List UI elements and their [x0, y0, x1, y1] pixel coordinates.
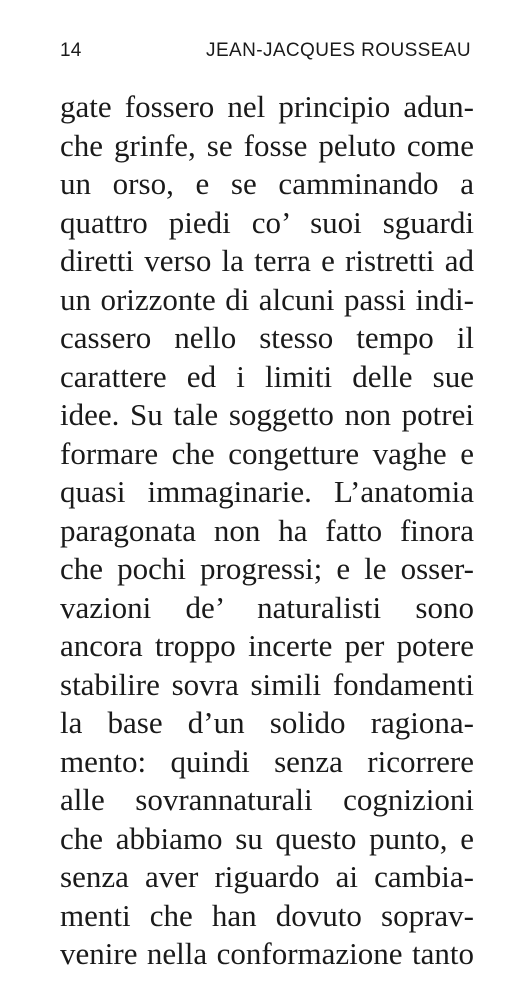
- text-line: un orso, e se camminando a: [60, 166, 474, 201]
- text-line: menti che han dovuto soprav-: [60, 897, 474, 933]
- text-line: quattro piedi co’ suoi sguardi: [60, 204, 474, 240]
- running-head-author: JEAN-JACQUES ROUSSEAU: [206, 40, 471, 61]
- text-line: la base d’un solido ragiona-: [60, 705, 474, 740]
- body-text: [60, 88, 474, 974]
- text-line: idee. Su tale soggetto non potrei: [60, 397, 474, 432]
- text-line: alle sovrannaturali cognizioni: [60, 782, 474, 817]
- text-line: che pochi progressi; e le osser-: [60, 551, 474, 586]
- text-line: venire nella conformazione tanto: [60, 936, 474, 971]
- text-line: un orizzonte di alcuni passi indi-: [60, 281, 474, 317]
- text-line: formare che congetture vaghe e: [60, 435, 474, 471]
- text-line: senza aver riguardo ai cambia-: [60, 859, 474, 894]
- running-header: [60, 40, 471, 68]
- page-number: 14: [60, 40, 82, 61]
- text-line: ancora troppo incerte per potere: [60, 628, 474, 663]
- text-line: quasi immaginarie. L’anatomia: [60, 474, 474, 509]
- text-line: cassero nello stesso tempo il: [60, 320, 474, 355]
- text-line: che abbiamo su questo punto, e: [60, 820, 474, 856]
- text-line: mento: quindi senza ricorrere: [60, 743, 474, 779]
- text-line: vazioni de’ naturalisti sono: [60, 589, 474, 625]
- text-line: carattere ed i limiti delle sue: [60, 358, 474, 394]
- text-line: stabilire sovra simili fondamenti: [60, 666, 474, 702]
- text-line: paragonata non ha fatto finora: [60, 512, 474, 548]
- text-line: gate fossero nel principio adun-: [60, 89, 474, 124]
- text-line: diretti verso la terra e ristretti ad: [60, 243, 474, 278]
- text-line: che grinfe, se fosse peluto come: [60, 127, 474, 163]
